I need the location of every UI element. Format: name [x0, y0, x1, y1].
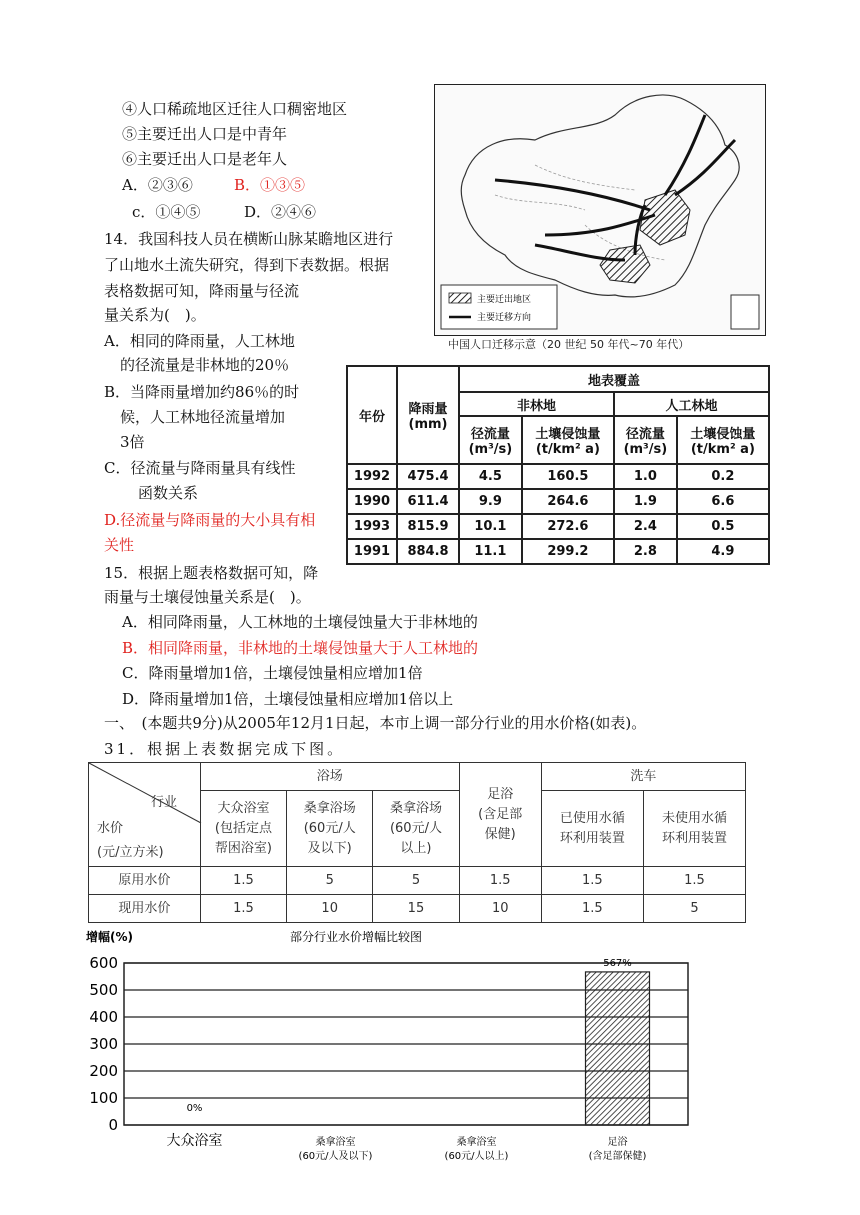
category-sublabel: (含足部保健) — [588, 1151, 647, 1162]
foot-sub1: (含足部 — [478, 806, 523, 822]
chart-categories — [167, 1132, 647, 1162]
cell: 1.5 — [200, 867, 286, 895]
cell: 1993 — [347, 514, 397, 539]
bar-value-label: 0% — [186, 1103, 203, 1114]
map-caption: 中国人口迁移示意（20 世纪 50 年代~70 年代） — [448, 338, 690, 351]
row-label-new: 现用水价 — [89, 895, 201, 923]
table-row — [347, 539, 769, 564]
header-rainfall-unit: (mm) — [408, 417, 448, 432]
cell: 2.4 — [614, 514, 677, 539]
q14-line2: 了山地水土流失研究，得到下表数据。根据 — [104, 256, 390, 274]
header-rainfall-label: 降雨量 — [408, 402, 448, 417]
header-year: 年份 — [347, 366, 397, 464]
table-row — [347, 464, 769, 489]
cell: 10.1 — [459, 514, 522, 539]
cell: 264.6 — [522, 489, 614, 514]
y-tick-label: 100 — [89, 1089, 118, 1107]
group-foot — [459, 763, 541, 867]
cell: 5 — [643, 895, 745, 923]
q15-option-a: A．相同降雨量，人工林地的土壤侵蚀量大于非林地的 — [122, 613, 478, 631]
cell: 1.5 — [541, 895, 643, 923]
cell: 299.2 — [522, 539, 614, 564]
runoff-label: 径流量 — [625, 427, 665, 442]
cell: 1991 — [347, 539, 397, 564]
col-sauna-high — [373, 791, 459, 867]
q13-item5: ⑤主要迁出人口是中青年 — [122, 125, 288, 143]
col-wash-recycled — [541, 791, 643, 867]
cell: 0.5 — [677, 514, 769, 539]
q13-option-a: A．②③⑥ — [122, 176, 193, 194]
corner-price: 水价 — [97, 821, 124, 836]
cell: 15 — [373, 895, 459, 923]
y-tick-label: 200 — [89, 1062, 118, 1080]
cell: 1.9 — [614, 489, 677, 514]
group-wash: 洗车 — [541, 763, 745, 791]
group-bath: 浴场 — [200, 763, 459, 791]
q14-option-a-line1: A．相同的降雨量，人工林地 — [104, 332, 295, 350]
q14-line3: 表格数据可知，降雨量与径流 — [104, 282, 300, 300]
cell: 1.5 — [459, 867, 541, 895]
cell: 884.8 — [397, 539, 459, 564]
header-erosion-nf — [522, 416, 614, 464]
foot-sub2: 保健) — [484, 826, 516, 842]
cell: 5 — [373, 867, 459, 895]
category-sublabel: (60元/人及以下) — [298, 1151, 373, 1162]
cell: 10 — [459, 895, 541, 923]
table-row — [347, 514, 769, 539]
chart-y-ticks — [89, 954, 118, 1134]
legend-dir-label: 主要迁移方向 — [477, 313, 532, 323]
q14-option-c-line1: C．径流量与降雨量具有线性 — [104, 459, 296, 477]
corner-cell — [89, 763, 201, 867]
category-sublabel: (60元/人以上) — [444, 1151, 509, 1162]
table-row — [89, 895, 746, 923]
q14-option-b-line1: B．当降雨量增加约86％的时 — [104, 383, 300, 401]
cell: 9.9 — [459, 489, 522, 514]
y-tick-label: 0 — [108, 1116, 118, 1134]
c2c: 及以下) — [307, 840, 352, 856]
q13-option-d: D．②④⑥ — [244, 203, 317, 221]
erosion-unit: (t/km² a) — [690, 442, 755, 457]
corner-industry: 行业 — [151, 795, 178, 810]
y-tick-label: 600 — [89, 954, 118, 972]
legend-hatch-swatch — [449, 293, 471, 303]
water-price-increase-chart — [60, 925, 760, 1162]
q14-option-d-line1: D.径流量与降雨量的大小具有相 — [104, 511, 316, 529]
category-label: 桑拿浴室 — [456, 1137, 497, 1148]
corner-unit: (元/立方米) — [97, 845, 164, 860]
q14-option-c-line2: 函数关系 — [138, 484, 199, 502]
chart-ylabel: 增幅(%) — [86, 930, 133, 944]
category-label: 足浴 — [607, 1137, 628, 1148]
header-runoff-f — [614, 416, 677, 464]
row-label-old: 原用水价 — [89, 867, 201, 895]
cell: 611.4 — [397, 489, 459, 514]
chart-bars — [187, 958, 650, 1125]
cell: 4.5 — [459, 464, 522, 489]
header-surface-cover: 地表覆盖 — [459, 366, 769, 392]
erosion-label: 土壤侵蚀量 — [535, 427, 601, 442]
legend-out-label: 主要迁出地区 — [477, 295, 532, 305]
cell: 475.4 — [397, 464, 459, 489]
q31-prompt: 31．根据上表数据完成下图。 — [104, 740, 346, 758]
cell: 1.5 — [643, 867, 745, 895]
col-wash-not-recycled — [643, 791, 745, 867]
water-price-table — [88, 762, 746, 923]
chart-bar — [586, 972, 650, 1125]
cell: 10 — [287, 895, 373, 923]
q13-option-c: c．①④⑤ — [132, 203, 201, 221]
header-erosion-f — [677, 416, 769, 464]
cell: 11.1 — [459, 539, 522, 564]
foot-label: 足浴 — [487, 786, 514, 802]
cell: 1990 — [347, 489, 397, 514]
c3b: (60元/人 — [389, 820, 442, 836]
q14-line1: 14．我国科技人员在横断山脉某瞻地区进行 — [104, 230, 394, 248]
c5a: 已使用水循 — [559, 810, 625, 826]
c3a: 桑拿浴场 — [389, 800, 442, 816]
q14-option-b-line2: 候，人工林地径流量增加 — [120, 408, 286, 426]
q15-line2: 雨量与土壤侵蚀量关系是( )。 — [104, 588, 311, 606]
c3c: 以上) — [400, 840, 432, 856]
cell: 272.6 — [522, 514, 614, 539]
runoff-label: 径流量 — [470, 427, 510, 442]
q15-option-c: C．降雨量增加1倍，土壤侵蚀量相应增加1倍 — [122, 664, 423, 682]
runoff-unit: (m³/s) — [468, 442, 513, 457]
header-forest: 人工林地 — [614, 392, 769, 416]
q14-line4: 量关系为( )。 — [104, 306, 206, 324]
cell: 4.9 — [677, 539, 769, 564]
header-nonforest: 非林地 — [459, 392, 614, 416]
q15-line1: 15．根据上题表格数据可知，降 — [104, 564, 319, 582]
cell: 815.9 — [397, 514, 459, 539]
cell: 0.2 — [677, 464, 769, 489]
migration-arrows — [495, 115, 735, 260]
runoff-unit: (m³/s) — [623, 442, 668, 457]
category-label: 大众浴室 — [166, 1133, 223, 1149]
cell: 5 — [287, 867, 373, 895]
col-sauna-low — [287, 791, 373, 867]
cell: 1992 — [347, 464, 397, 489]
section-heading: 一、 (本题共9分)从2005年12月1日起，本市上调一部分行业的用水价格(如表)。 — [104, 714, 647, 732]
q14-option-a-line2: 的径流量是非林地的20％ — [120, 356, 290, 374]
header-runoff-nf — [459, 416, 522, 464]
q13-item6: ⑥主要迁出人口是老年人 — [122, 150, 288, 168]
c6a: 未使用水循 — [661, 810, 727, 826]
q14-option-b-line3: 3倍 — [120, 433, 145, 451]
y-tick-label: 400 — [89, 1008, 118, 1026]
erosion-unit: (t/km² a) — [535, 442, 600, 457]
category-label: 桑拿浴室 — [315, 1137, 356, 1148]
c2a: 桑拿浴场 — [303, 800, 356, 816]
erosion-label: 土壤侵蚀量 — [690, 427, 756, 442]
table-row — [89, 867, 746, 895]
q15-option-d: D．降雨量增加1倍，土壤侵蚀量相应增加1倍以上 — [122, 690, 454, 708]
china-migration-map — [434, 84, 766, 336]
q14-option-d-line2: 关性 — [104, 536, 135, 554]
cell: 1.5 — [200, 895, 286, 923]
cell: 2.8 — [614, 539, 677, 564]
c6b: 环利用装置 — [661, 830, 727, 846]
header-rainfall — [397, 366, 459, 464]
y-tick-label: 500 — [89, 981, 118, 999]
map-drawing — [435, 85, 765, 335]
cell: 6.6 — [677, 489, 769, 514]
q13-item4: ④人口稀疏地区迁往人口稠密地区 — [122, 100, 348, 118]
table-row — [347, 489, 769, 514]
runoff-erosion-table — [346, 365, 770, 565]
col-public-bath — [200, 791, 286, 867]
cell: 1.5 — [541, 867, 643, 895]
out-region-south — [600, 245, 650, 283]
c2b: (60元/人 — [303, 820, 356, 836]
cell: 1.0 — [614, 464, 677, 489]
q15-option-b: B．相同降雨量，非林地的土壤侵蚀量大于人工林地的 — [122, 639, 479, 657]
c5b: 环利用装置 — [559, 830, 625, 846]
c1b: (包括定点 — [214, 820, 272, 836]
c1c: 帮困浴室) — [214, 840, 272, 856]
bar-value-label: 567% — [603, 957, 632, 969]
chart-title: 部分行业水价增幅比较图 — [290, 930, 423, 944]
y-tick-label: 300 — [89, 1035, 118, 1053]
c1a: 大众浴室 — [217, 800, 270, 816]
q13-option-b: B．①③⑤ — [234, 176, 306, 194]
cell: 160.5 — [522, 464, 614, 489]
south-sea-inset — [731, 295, 759, 329]
